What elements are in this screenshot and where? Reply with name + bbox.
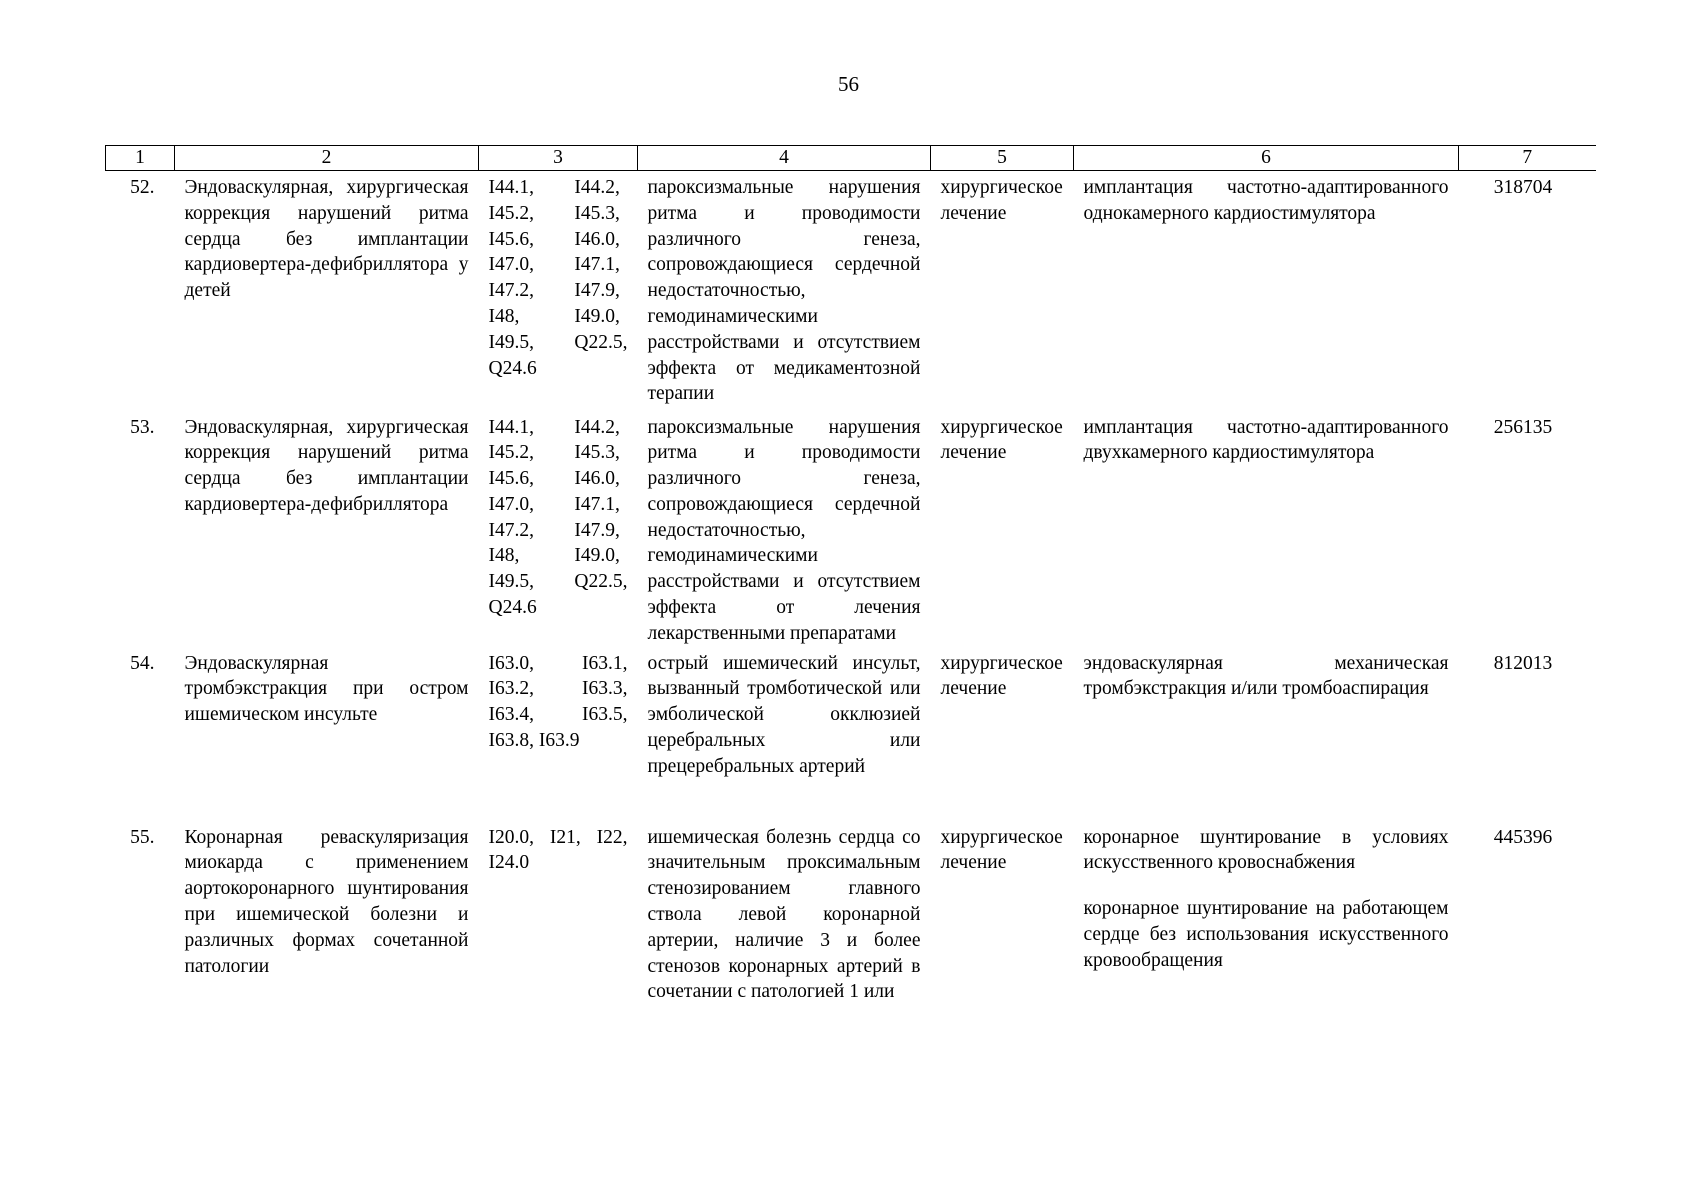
- icd-code: I63.2,: [488, 678, 534, 700]
- treatment-type: хирургическое лечение: [940, 826, 1063, 874]
- table-row: [106, 821, 1596, 1021]
- icd-code: I47.9,: [574, 519, 620, 541]
- icd-code: I47.9,: [574, 280, 620, 302]
- icd-code: Q22.5,: [574, 571, 628, 593]
- service-name: Эндоваскулярная, хирургическая коррекция нарушений ритма сердца без имплантации кардиовертера-дефибриллятора у детей: [184, 177, 469, 302]
- patient-model: пароксизмальные нарушения ритма и проводимости различного генеза, сопровождающиеся сердечной недостаточностью, гемодинамическими расстройствами и отсутствием эффекта от лечения лекарственными препаратами: [647, 416, 921, 644]
- icd-code: I45.2,: [488, 442, 534, 464]
- icd-code: I45.3,: [574, 202, 620, 224]
- column-header-7: 7: [1459, 146, 1596, 171]
- patient-model: ишемическая болезнь сердца со значительным проксимальным стенозированием главного ствола левой коронарной артерии, наличие 3 и более стенозов коронарных артерий в сочетании с патологией 1 или: [647, 826, 921, 1003]
- table-body: [106, 171, 1596, 1021]
- column-header-1: 1: [106, 146, 175, 171]
- icd-code: I49.0,: [574, 545, 620, 567]
- treatment-method: имплантация частотно-адаптированного однокамерного кардиостимулятора: [1083, 177, 1449, 224]
- icd-code: I44.2,: [574, 416, 620, 438]
- icd-code: I63.5,: [582, 704, 628, 726]
- icd-code: I49.0,: [574, 305, 620, 327]
- table-row: [106, 411, 1596, 647]
- icd-code: I45.3,: [574, 442, 620, 464]
- treatment-type: хирургическое лечение: [940, 652, 1063, 700]
- icd-code: I63.4,: [488, 704, 534, 726]
- icd-code: I63.3,: [582, 678, 628, 700]
- icd-code: I44.2,: [574, 177, 620, 198]
- icd-codes-grid: [489, 415, 628, 596]
- column-header-5: 5: [931, 146, 1074, 171]
- icd-code: I47.0,: [488, 254, 534, 276]
- column-header-3: 3: [479, 146, 638, 171]
- patient-model: острый ишемический инсульт, вызванный тромботической или эмболической окклюзией церебральных или прецеребральных артерий: [647, 652, 921, 777]
- treatment-type: хирургическое лечение: [940, 416, 1063, 464]
- row-number: 55.: [130, 826, 155, 848]
- service-name: Эндоваскулярная тромбэкстракция при остром ишемическом инсульте: [184, 652, 469, 726]
- icd-code: I48,: [488, 305, 520, 327]
- icd-code: I49.5,: [488, 331, 534, 353]
- icd-code: I46.0,: [574, 468, 620, 490]
- icd-code: I63.8, I63.9: [488, 730, 580, 752]
- standard-cost: 256135: [1493, 416, 1553, 438]
- icd-code: I47.2,: [488, 519, 534, 541]
- column-header-4: 4: [638, 146, 931, 171]
- patient-model: пароксизмальные нарушения ритма и проводимости различного генеза, сопровождающиеся сердечной недостаточностью, гемодинамическими расстройствами и отсутствием эффекта от медикаментозной терапии: [647, 177, 921, 405]
- icd-code: Q24.6: [488, 597, 537, 619]
- icd-code: I44.1,: [488, 416, 534, 438]
- treatment-methods: [1074, 171, 1459, 411]
- icd-code: I63.0,: [488, 652, 534, 674]
- column-header-2: 2: [175, 146, 479, 171]
- table-row: [106, 647, 1596, 821]
- icd-code: Q24.6: [488, 357, 537, 379]
- icd-code: I45.2,: [488, 202, 534, 224]
- treatment-method: имплантация частотно-адаптированного двухкамерного кардиостимулятора: [1083, 416, 1449, 464]
- service-name: Коронарная реваскуляризация миокарда с применением аортокоронарного шунтирования при ишемической болезни и различных формах сочетанной патологии: [184, 826, 469, 977]
- treatment-method: коронарное шунтирование в условиях искусственного кровоснабжения: [1083, 826, 1449, 874]
- table-row: [106, 171, 1596, 411]
- icd-code: I20.0, I21, I22, I24.0: [488, 826, 628, 874]
- table-header-row: [106, 146, 1596, 171]
- page-number: 56: [838, 72, 859, 96]
- icd-code: I49.5,: [488, 571, 534, 593]
- treatment-type: хирургическое лечение: [940, 177, 1063, 224]
- icd-code: I46.0,: [574, 228, 620, 250]
- icd-codes-grid: [489, 175, 628, 356]
- icd-code: I45.6,: [488, 228, 534, 250]
- treatment-methods: [1074, 411, 1459, 647]
- row-number: 54.: [130, 652, 155, 674]
- column-header-6: 6: [1074, 146, 1459, 171]
- treatment-method: эндоваскулярная механическая тромбэкстракция и/или тромбоаспирация: [1083, 652, 1449, 700]
- icd-codes: [479, 647, 638, 821]
- icd-code: Q22.5,: [574, 331, 628, 353]
- icd-code: I45.6,: [488, 468, 534, 490]
- standard-cost: 318704: [1493, 177, 1553, 198]
- services-table: [105, 145, 1596, 1021]
- treatment-method: коронарное шунтирование на работающем сердце без использования искусственного кровообращения: [1083, 898, 1449, 971]
- standard-cost: 445396: [1493, 826, 1553, 848]
- icd-code: I63.1,: [582, 652, 628, 674]
- icd-codes-grid: [489, 651, 628, 728]
- icd-code: I47.2,: [488, 280, 534, 302]
- icd-codes: [479, 171, 638, 411]
- standard-cost: 812013: [1493, 652, 1553, 674]
- icd-codes: [479, 411, 638, 647]
- icd-code: I44.1,: [488, 177, 534, 198]
- row-number: 52.: [130, 177, 155, 198]
- icd-code: I48,: [488, 545, 520, 567]
- service-name: Эндоваскулярная, хирургическая коррекция нарушений ритма сердца без имплантации кардиовертера-дефибриллятора: [184, 416, 469, 515]
- treatment-methods: [1074, 647, 1459, 821]
- icd-code: I47.1,: [574, 493, 620, 515]
- row-number: 53.: [130, 416, 155, 438]
- treatment-methods: [1074, 821, 1459, 1021]
- icd-codes: [479, 821, 638, 1021]
- icd-code: I47.0,: [488, 493, 534, 515]
- icd-code: I47.1,: [574, 254, 620, 276]
